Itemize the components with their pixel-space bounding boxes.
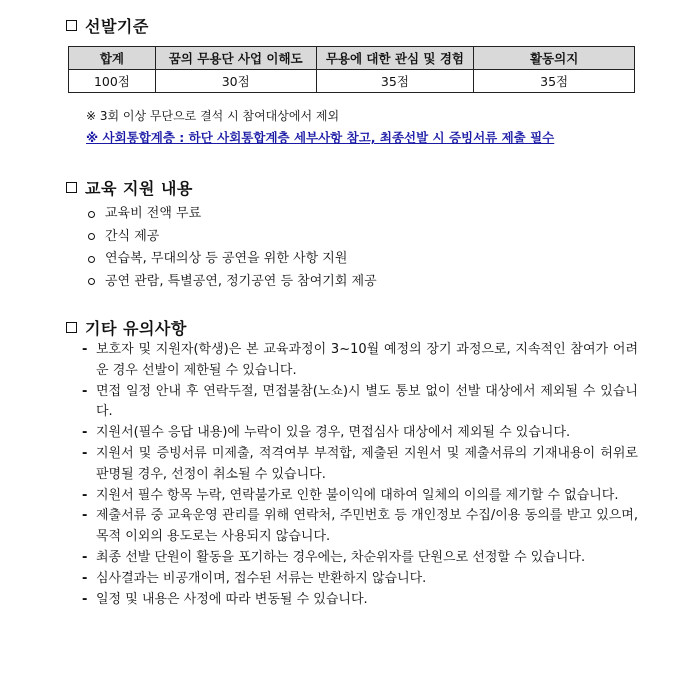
section-title-text: 기타 유의사항 <box>85 319 187 338</box>
dash-bullet-icon: - <box>82 383 88 399</box>
circle-bullet-icon <box>88 233 95 240</box>
checkbox-square-icon <box>66 20 77 31</box>
list-item: - 지원서 및 증빙서류 미제출, 적격여부 부적합, 제출된 지원서 및 제출서류의 기재내용이 허위로 판명될 경우, 선정이 취소될 수 있습니다. <box>82 444 638 486</box>
list-item: - 지원서(필수 응답 내용)에 누락이 있을 경우, 면접심사 대상에서 제외될 수 있습니다. <box>82 423 638 444</box>
dash-bullet-icon: - <box>82 591 88 607</box>
list-item: - 일정 및 내용은 사정에 따라 변동될 수 있습니다. <box>82 590 638 611</box>
support-list <box>88 203 377 293</box>
dash-bullet-icon: - <box>82 549 88 565</box>
section-title-text: 교육 지원 내용 <box>85 179 193 198</box>
circle-bullet-icon <box>88 278 95 285</box>
dash-bullet-icon: - <box>82 342 88 357</box>
list-item: 공연 관람, 특별공연, 정기공연 등 참여기회 제공 <box>88 271 377 294</box>
dash-bullet-icon: - <box>82 487 88 503</box>
dash-bullet-icon: - <box>82 570 88 586</box>
note-social-integration: ※ 사회통합계층 : 하단 사회통합계층 세부사항 참고, 최종선발 시 증빙서류 제출 필수 <box>86 130 555 145</box>
dash-bullet-icon: - <box>82 425 88 441</box>
circle-bullet-icon <box>88 211 95 218</box>
list-item: - 면접 일정 안내 후 연락두절, 면접불참(노쇼)시 별도 통보 없이 선발 대상에서 제외될 수 있습니다. <box>82 382 638 424</box>
cell-will: 35점 <box>474 70 635 93</box>
table-header-row <box>69 47 635 70</box>
note-absence: ※ 3회 이상 무단으로 결석 시 참여대상에서 제외 <box>86 109 340 123</box>
checkbox-square-icon <box>66 182 77 193</box>
list-item: 간식 제공 <box>88 226 377 249</box>
section-title-education-support <box>66 176 193 199</box>
cell-total: 100점 <box>69 70 156 93</box>
list-item: - 지원서 필수 항목 누락, 연락불가로 인한 불이익에 대하여 일체의 이의를 제기할 수 없습니다. <box>82 486 638 507</box>
section-title-selection-criteria <box>66 14 149 37</box>
dash-bullet-icon: - <box>82 508 88 524</box>
list-item: - 최종 선발 단원이 활동을 포기하는 경우에는, 차순위자를 단원으로 선정할 수 있습니다. <box>82 548 638 569</box>
section-title-text: 선발기준 <box>85 17 149 36</box>
header-interest: 무용에 대한 관심 및 경험 <box>316 47 474 70</box>
list-item: - 심사결과는 비공개이며, 접수된 서류는 반환하지 않습니다. <box>82 569 638 590</box>
list-item: - 보호자 및 지원자(학생)은 본 교육과정이 3~10월 예정의 장기 과정으로, 지속적인 참여가 어려운 경우 선발이 제한될 수 있습니다. <box>82 340 638 382</box>
selection-criteria-table <box>68 46 635 93</box>
dash-bullet-icon: - <box>82 445 88 461</box>
header-understanding: 꿈의 무용단 사업 이해도 <box>155 47 316 70</box>
header-will: 활동의지 <box>474 47 635 70</box>
section-title-other-notes <box>66 316 187 339</box>
header-total: 합계 <box>69 47 156 70</box>
checkbox-square-icon <box>66 322 77 333</box>
notes-list <box>82 340 638 610</box>
list-item: 연습복, 무대의상 등 공연을 위한 사항 지원 <box>88 248 377 271</box>
cell-understanding: 30점 <box>155 70 316 93</box>
list-item: - 제출서류 중 교육운영 관리를 위해 연락처, 주민번호 등 개인정보 수집/이용 동의를 받고 있으며, 목적 이외의 용도로는 사용되지 않습니다. <box>82 506 638 548</box>
circle-bullet-icon <box>88 256 95 263</box>
cell-interest: 35점 <box>316 70 474 93</box>
list-item: 교육비 전액 무료 <box>88 203 377 226</box>
table-row <box>69 70 635 93</box>
